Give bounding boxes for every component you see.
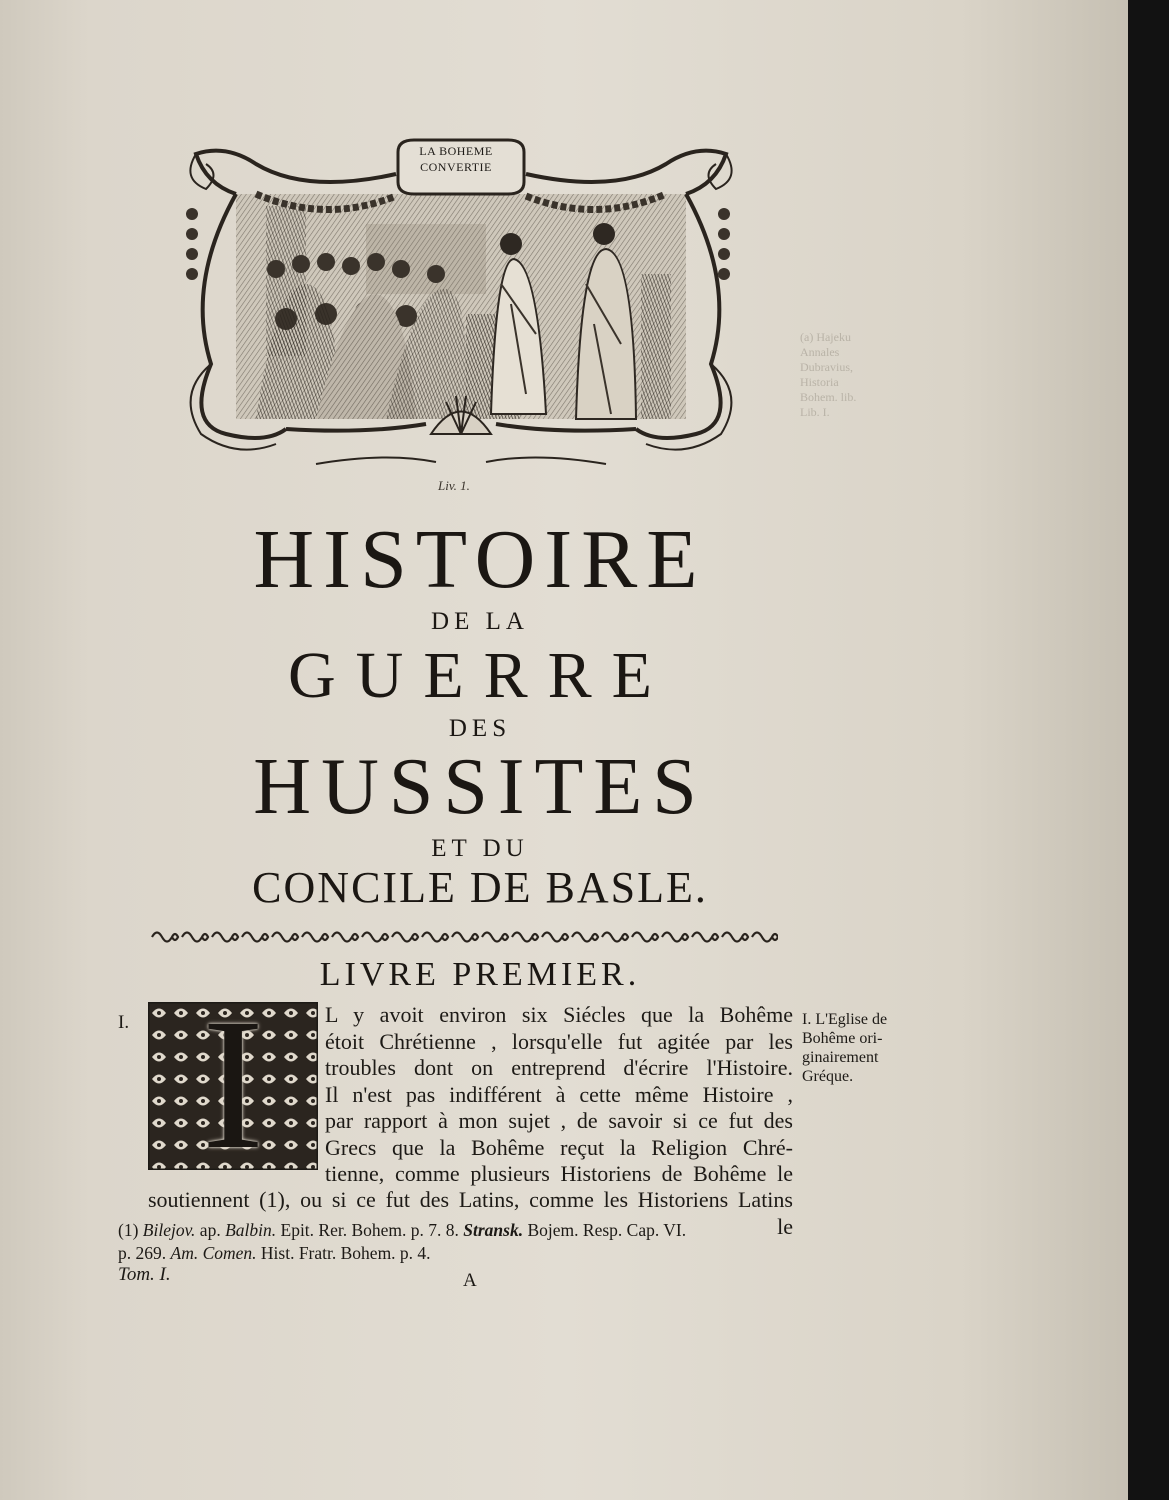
footnote-text: Epit. Rer. Bohem. p. 7. 8. bbox=[280, 1220, 459, 1240]
ornament-motif bbox=[512, 933, 538, 942]
body-line: Il n'est pas indifférent à cette même Histoire , bbox=[325, 1081, 793, 1107]
cartouche-line2: CONVERTIE bbox=[420, 160, 492, 174]
bleed-line: Historia bbox=[800, 375, 839, 389]
title-et-du: ET DU bbox=[431, 835, 529, 862]
body-line: tienne, comme plusieurs Historiens de Bohême le bbox=[325, 1161, 793, 1186]
ornament-motif bbox=[662, 933, 688, 942]
book-heading: LIVRE PREMIER. bbox=[319, 956, 641, 993]
margin-note-line: Bohême ori- bbox=[802, 1030, 883, 1047]
body-line: L y avoit environ six Siécles que la Bohême bbox=[325, 1002, 793, 1027]
ornament-motif bbox=[602, 933, 628, 942]
margin-note-line: Gréque. bbox=[802, 1068, 854, 1085]
body-line: soutiennent (1), ou si ce fut des Latins, comme les Historiens Latins bbox=[148, 1187, 793, 1212]
ornament-motif bbox=[362, 933, 388, 942]
ornament-motif bbox=[332, 933, 358, 942]
footnote-author: Am. Comen. bbox=[170, 1243, 257, 1263]
body-line: par rapport à mon sujet , de savoir si ce fut des bbox=[325, 1108, 793, 1133]
ornament-motif bbox=[392, 933, 418, 942]
bleed-line: (a) Hajeku bbox=[800, 330, 851, 344]
ornament-motif bbox=[422, 933, 448, 942]
footnote-text: Bojem. Resp. Cap. VI. bbox=[527, 1220, 687, 1240]
footnote-text: p. 269. bbox=[118, 1243, 167, 1263]
title-histoire: HISTOIRE bbox=[253, 513, 707, 606]
margin-note-line: I. L'Eglise de bbox=[802, 1011, 888, 1028]
cartouche-line1: LA BOHEME bbox=[419, 144, 493, 158]
vignette-caption: Liv. 1. bbox=[438, 478, 470, 493]
ornament-motif bbox=[542, 933, 568, 942]
ornament-motif bbox=[182, 933, 208, 942]
title-des: DES bbox=[448, 715, 512, 742]
ornament-motif bbox=[722, 933, 748, 942]
ornament-motif bbox=[272, 933, 298, 942]
margin-note-line: ginairement bbox=[802, 1049, 879, 1066]
footnote-line-1 bbox=[118, 1220, 808, 1240]
footnote-text: ap. bbox=[199, 1220, 221, 1240]
bleed-line: Annales bbox=[800, 345, 840, 359]
bleed-line: Bohem. lib. bbox=[800, 390, 857, 404]
volume-label: Tom. I. bbox=[118, 1264, 171, 1285]
ornament-motif bbox=[482, 933, 508, 942]
ornament-motif bbox=[242, 933, 268, 942]
scan-edge bbox=[1128, 0, 1169, 1500]
ornament-motif bbox=[152, 933, 178, 942]
footnote-text: Hist. Fratr. Bohem. p. 4. bbox=[260, 1243, 431, 1263]
title-guerre: GUERRE bbox=[288, 639, 672, 712]
drop-initial-letter: I bbox=[201, 979, 265, 1188]
ornamental-rule bbox=[148, 925, 778, 949]
body-line: étoit Chrétienne , lorsqu'elle fut agitée par les bbox=[325, 1028, 793, 1054]
title-de-la: DE LA bbox=[431, 608, 529, 635]
title-concile: CONCILE DE BASLE. bbox=[252, 863, 708, 912]
ornament-motif bbox=[452, 933, 478, 942]
footnote-number: (1) bbox=[118, 1220, 139, 1240]
signature-mark: A bbox=[463, 1270, 477, 1291]
bleed-line: Lib. I. bbox=[800, 405, 830, 419]
title-hussites: HUSSITES bbox=[253, 743, 707, 831]
footnote-author: Stransk. bbox=[463, 1220, 524, 1240]
bleed-through-notes bbox=[800, 330, 940, 420]
margin-note bbox=[802, 1010, 932, 1086]
footnote-author: Balbin. bbox=[225, 1220, 277, 1240]
ornament-motif bbox=[692, 933, 718, 942]
ornament-motif bbox=[212, 933, 238, 942]
section-number: I. bbox=[118, 1012, 130, 1033]
ornament-motif bbox=[752, 933, 778, 942]
body-line: Grecs que la Bohême reçut la Religion Chré- bbox=[325, 1134, 793, 1160]
decorated-initial bbox=[148, 979, 318, 1188]
footnote-line-2 bbox=[118, 1243, 808, 1263]
catchword: le bbox=[777, 1213, 793, 1239]
ornament-motif bbox=[572, 933, 598, 942]
ornament-motif bbox=[632, 933, 658, 942]
engraved-vignette bbox=[166, 134, 748, 472]
footnote-author: Bilejov. bbox=[142, 1220, 196, 1240]
ornament-motif bbox=[302, 933, 328, 942]
bleed-line: Dubravius, bbox=[800, 360, 853, 374]
body-paragraph bbox=[325, 1002, 793, 1188]
body-line: troubles dont on entreprend d'écrire l'Histoire. bbox=[325, 1055, 793, 1080]
